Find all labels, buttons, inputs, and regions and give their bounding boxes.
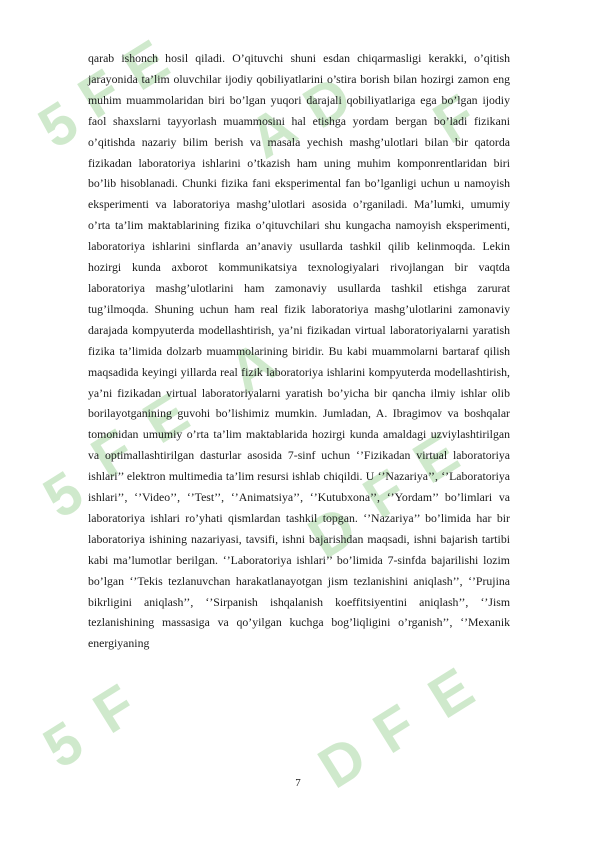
page-body xyxy=(88,48,510,654)
svg-text:D: D xyxy=(307,723,378,802)
svg-text:A: A xyxy=(217,328,288,407)
svg-text:5: 5 xyxy=(27,88,90,162)
svg-text:5: 5 xyxy=(32,458,95,532)
svg-text:F: F xyxy=(80,417,145,492)
svg-text:5: 5 xyxy=(32,708,95,782)
svg-text:E: E xyxy=(112,27,180,104)
body-paragraph: qarab ishonch hosil qiladi. O’qituvchi shuni esdan chiqarmasligi kerakki, o’qitish jarayonida ta’lim oluvchilar ijodiy qobiliyatlarini o’stira borish bilan hozirgi zamon eng muhim muammolaridan biri bo’lgan yuqori darajali qobiliyatlariga ega bo’lgan ijodiy faol shaxslarni tayyorlash muammosini hal etishga yordam bergan bo’ladi fizikani o’qitishda nazariy bilim berish va masala yechish mashg’ulotlari bilan bir qatorda fizikadan laboratoriya ishlarini o’tkazish ham uning muhim komponrentlaridan biri bo’lib hisoblanadi. Chunki fizika fani eksperimental fan bo’lganligi uchun u namoyish eksperimenti va laboratoriya mashg’ulotlari asosida o’rganiladi. Ma’lumki, umumiy o’rta ta’lim maktablarining fizika o’qituvchilari shu kungacha namoyish eksperimenti, laboratoriya ishlarini sinflarda an’anaviy usullarda tashkil qilib kelinmoqda. Lekin hozirgi kunda axborot kommunikatsiya texnologiyalari rivojlangan bir vaqtda laboratoriya mashg’ulotlarini ham zamonaviy usullarda tashkil etishga zarurat tug’ilmoqda. Shuning uchun ham real fizik laboratoriya mashg’ulotlarini zamonaviy darajada kompyuterda modellashtirish, ya’ni fizikadan virtual laboratoriyalarni yaratish fizika ta’limida dolzarb muammolarining biridir. Bu kabi muammolarni bartaraf qilish maqsadida keyingi yillarda real fizik laboratoriya ishlarini kompyuterda modellashtirish, ya’ni fizikadan virtual laboratoriyalarni yaratish bo’yicha bir qancha ilmiy ishlar olib borilayotganining guvohi bo’lishimiz mumkin. Jumladan, A. Ibragimov va boshqalar tomonidan umumiy o’rta ta’lim maktablarida hozirgi kunda amaldagi uzviylashtirilgan va optimallashtirilgan dasturlar asosida 7-sinf uchun ‘’Fizikadan virtual laboratoriya ishlari’’ elektron multimedia ta’lim resursi ishlab chiqildi. U ‘’Nazariya’’, ‘’Laboratoriya ishlari’’, ‘’Video’’, ‘’Test’’, ‘’Animatsiya’’, ‘’Kutubxona’’, ‘’Yordam’’ bo’limlari va laboratoriya ishlari ro’yhati qismlardan tashkil topgan. ‘’Nazariya’’ bo’limida har bir laboratoriya ishining nazariyasi, tavsifi, ishni bajarishdan maqsadi, ishni bajarish tartibi kabi ma’lumotlar berilgan. ‘’Laboratoriya ishlari’’ bo’limida 7-sinfda bajarilishi lozim bo’lgan ‘’Tekis tezlanuvchan harakatlanayotgan jism tezlanishini aniqlash’’, ‘’Prujina bikrligini aniqlash’’, ‘’Sirpanish ishqalanish koeffitsiyentini aniqlash’’, ‘’Jism tezlanishining massasiga va qo’yilgan kuchga bog’liqligini o’rganish’’, ‘’Mexanik energiyaning xyxy=(88,51,510,651)
svg-text:D: D xyxy=(292,63,363,142)
svg-text:E: E xyxy=(402,420,470,497)
svg-text:D: D xyxy=(297,493,368,572)
svg-text:E: E xyxy=(417,655,485,732)
svg-text:A: A xyxy=(237,93,308,172)
page-number: 7 xyxy=(295,777,301,789)
svg-text:F: F xyxy=(82,672,147,747)
svg-text:F: F xyxy=(67,57,132,132)
svg-text:F: F xyxy=(362,692,427,767)
svg-text:F: F xyxy=(422,82,487,157)
svg-text:E: E xyxy=(132,380,200,457)
svg-text:F: F xyxy=(352,457,417,532)
